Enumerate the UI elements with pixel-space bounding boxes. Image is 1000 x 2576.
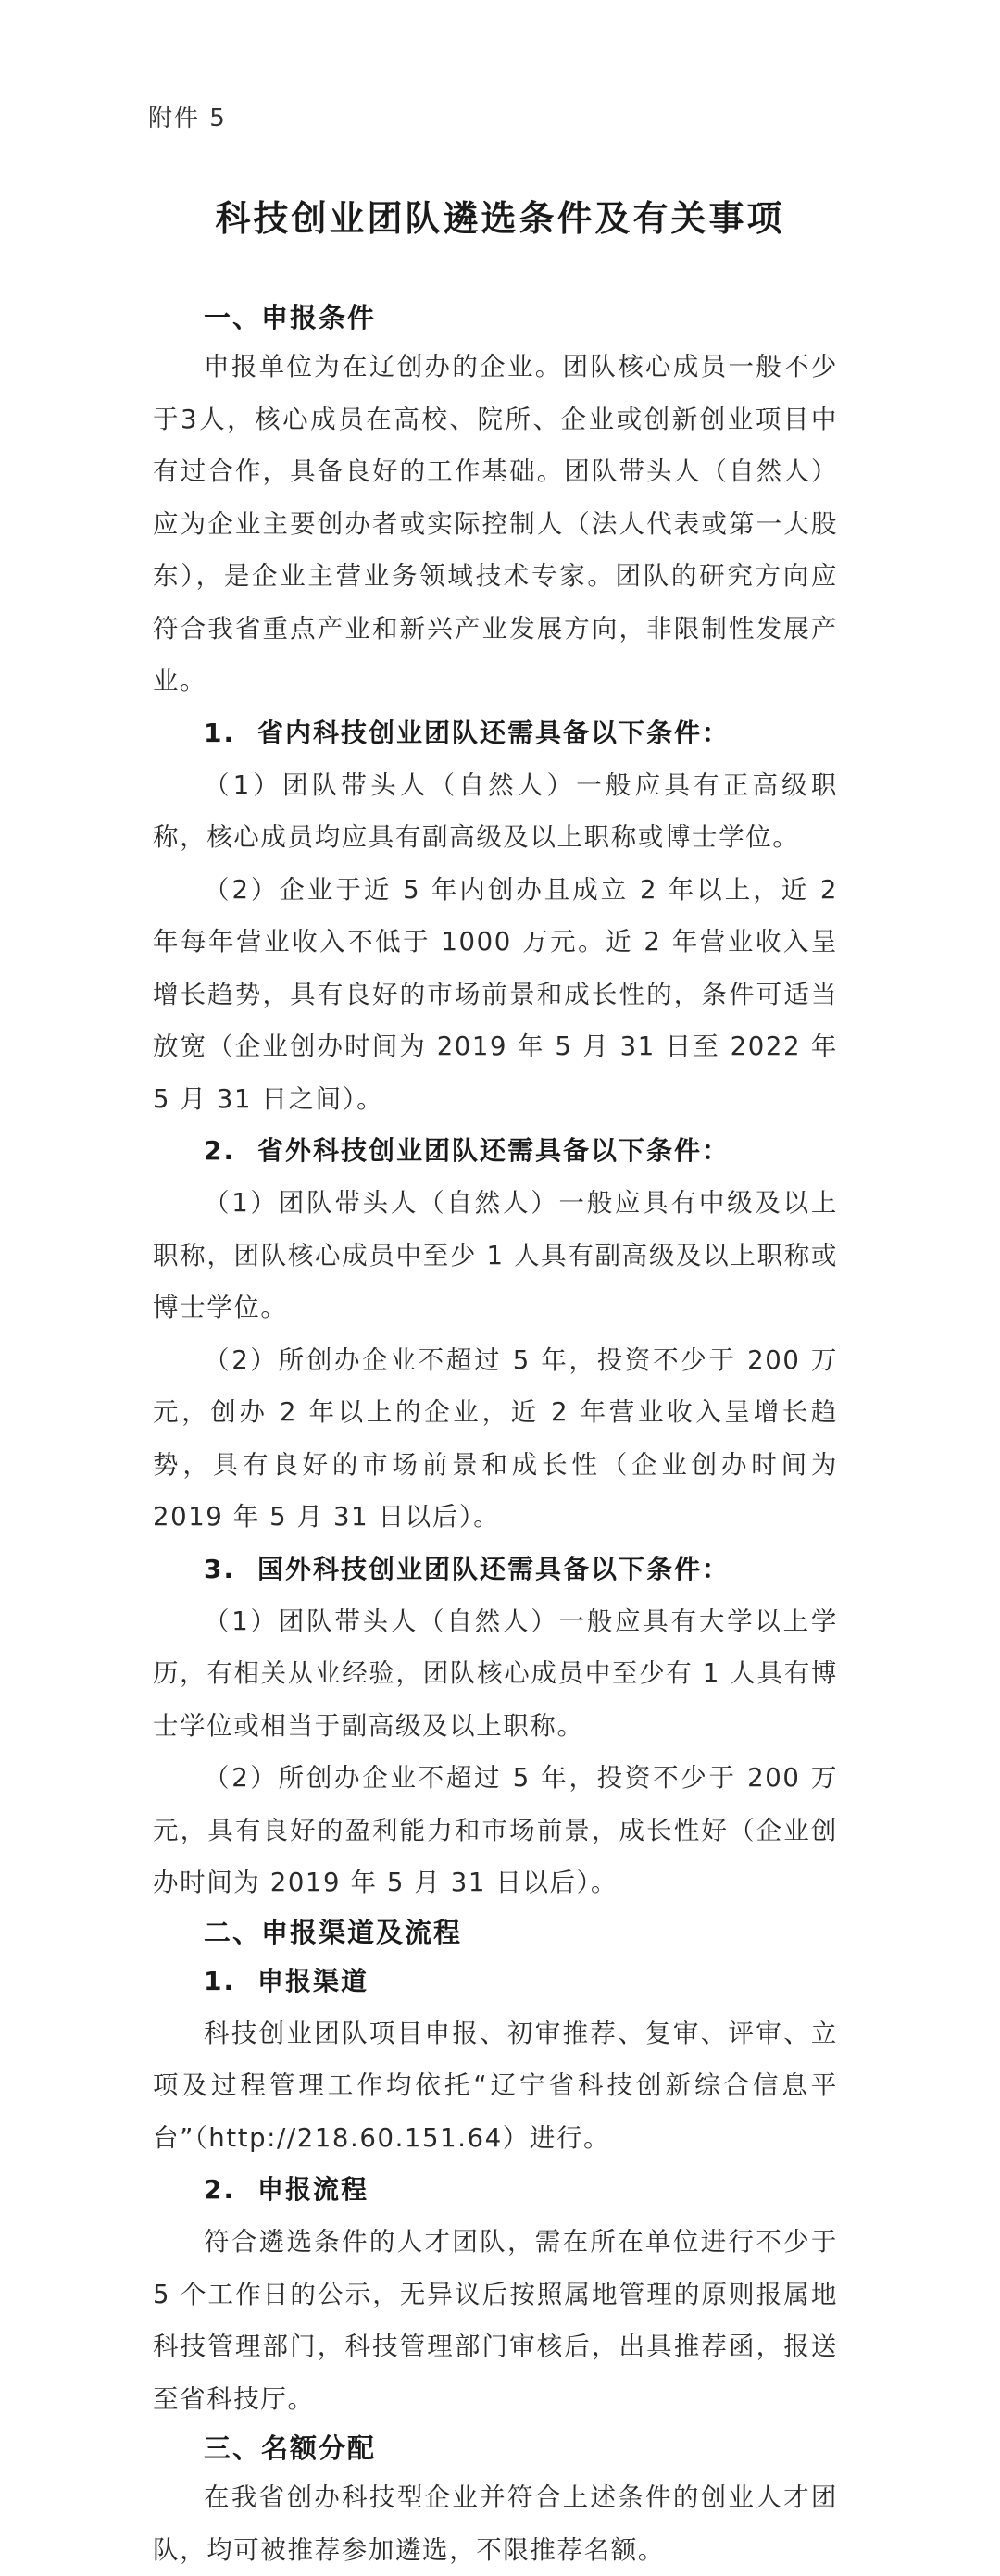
condition-1-1-item-2: （2）企业于近 5 年内创办且成立 2 年以上，近 2 年每年营业收入不低于 1000 万元。近 2 年营业收入呈增长趋势，具有良好的市场前景和成长性的，条件可适当放宽（企业创办时间为 2019 年 5 月 31 日至 2022 年 5 月 31 日之间）。: [153, 874, 838, 1114]
subsection-2-1-heading: [204, 1956, 838, 2007]
quota-text: 在我省创办科技型企业并符合上述条件的创业人才团队，均可被推荐参加遴选，不限推荐名额。: [153, 2482, 838, 2565]
condition-1-3-item-2: （2）所创办企业不超过 5 年，投资不少于 200 万元，具有良好的盈利能力和市场前景，成长性好（企业创办时间为 2019 年 5 月 31 日以后）。: [153, 1763, 838, 1897]
section-1-intro: 申报单位为在辽创办的企业。团队核心成员一般不少于3人，核心成员在高校、院所、企业或创新创业项目中有过合作，具备良好的工作基础。团队带头人（自然人）应为企业主要创办者或实际控制人（法人代表或第一大股东），是企业主营业务领域技术专家。团队的研究方向应符合我省重点产业和新兴产业发展方向，非限制性发展产业。: [153, 352, 838, 695]
subsection-title: 省内科技创业团队还需具备以下条件：: [257, 717, 731, 748]
document-body: [153, 294, 838, 2576]
subsection-1-2-heading: [204, 1125, 838, 1177]
subsection-1-1-heading: [204, 707, 838, 759]
channel-text: 科技创业团队项目申报、初审推荐、复审、评审、立项及过程管理工作均依托“辽宁省科技创新综合信息平台”（http://218.60.151.64）进行。: [153, 2018, 838, 2153]
subsection-2-2-heading: [204, 2164, 838, 2216]
subsection-number: 1.: [204, 1965, 236, 1996]
subsection-number: 1.: [204, 717, 236, 748]
subsection-title: 国外科技创业团队还需具备以下条件：: [257, 1553, 731, 1584]
condition-1-2-item-1: （1）团队带头人（自然人）一般应具有中级及以上职称，团队核心成员中至少 1 人具有副高级及以上职称或博士学位。: [153, 1188, 838, 1322]
section-1-heading: 一、申报条件: [204, 302, 377, 333]
subsection-number: 3.: [204, 1553, 236, 1584]
subsection-number: 2.: [204, 2174, 236, 2205]
subsection-title: 申报渠道: [257, 1965, 369, 1996]
condition-1-3-item-1: （1）团队带头人（自然人）一般应具有大学以上学历，有相关从业经验，团队核心成员中至少有 1 人具有博士学位或相当于副高级及以上职称。: [153, 1606, 838, 1741]
condition-1-1-item-1: （1）团队带头人（自然人）一般应具有正高级职称，核心成员均应具有副高级及以上职称或博士学位。: [153, 769, 838, 852]
subsection-number: 2.: [204, 1135, 236, 1166]
section-3-heading: 三、名额分配: [204, 2432, 377, 2464]
condition-1-2-item-2: （2）所创办企业不超过 5 年，投资不少于 200 万元，创办 2 年以上的企业，近 2 年营业收入呈增长趋势，具有良好的市场前景和成长性（企业创办时间为 2019 年 5 月 31 日以后）。: [153, 1344, 838, 1532]
subsection-1-3-heading: [204, 1544, 838, 1595]
subsection-title: 申报流程: [257, 2174, 369, 2205]
attachment-label: 附件 5: [148, 105, 227, 132]
subsection-title: 省外科技创业团队还需具备以下条件：: [257, 1135, 731, 1166]
section-2-heading: 二、申报渠道及流程: [204, 1916, 463, 1948]
process-text: 符合遴选条件的人才团队，需在所在单位进行不少于 5 个工作日的公示，无异议后按照属地管理的原则报属地科技管理部门，科技管理部门审核后，出具推荐函，报送至省科技厅。: [153, 2227, 838, 2414]
document-title: 科技创业团队遴选条件及有关事项: [215, 198, 785, 239]
